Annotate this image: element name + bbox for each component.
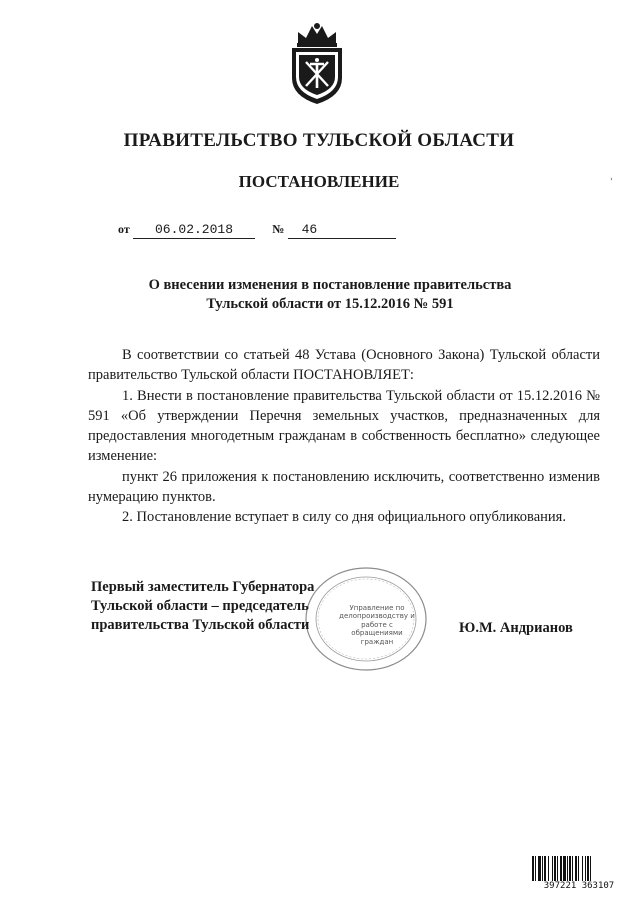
signatory-title-line-1: Первый заместитель Губернатора [91, 579, 315, 595]
coat-of-arms-emblem [286, 22, 348, 106]
document-type-title: ПОСТАНОВЛЕНИЕ [238, 172, 400, 191]
signatory-title-line-2: Тульской области – председатель [91, 598, 309, 614]
signatory-title-line-3: правительства Тульской области [91, 617, 310, 633]
document-number: 46 [288, 222, 396, 239]
body-paragraph-preamble: В соответствии со статьей 48 Устава (Основного Закона) Тульской области правительство Тульской области ПОСТАНОВЛЯЕТ: [88, 347, 600, 384]
body-paragraph-item-2: 2. Постановление вступает в силу со дня официального опубликования. [122, 509, 566, 526]
body-paragraph-amendment: пункт 26 приложения к постановлению исключить, соответственно изменив нумерацию пунктов. [88, 468, 600, 506]
barcode-number: 397221 363107 [531, 881, 627, 891]
document-meta [118, 221, 396, 239]
margin-mark: - [605, 177, 616, 181]
document-body [88, 345, 600, 528]
document-date: 06.02.2018 [133, 222, 255, 239]
body-paragraph-item-1: 1. Внести в постановление правительства Тульской области от 15.12.2016 № 591 «Об утверждении Перечня земельных участков, предназначенных для предоставления многодетным гражданам в собственность бесплатно» следующее изменение: [88, 387, 600, 465]
signatory-title [91, 578, 314, 635]
government-title: ПРАВИТЕЛЬСТВО ТУЛЬСКОЙ ОБЛАСТИ [123, 130, 515, 151]
signatory-name: Ю.М. Андрианов [459, 620, 573, 636]
subject-line-1: О внесении изменения в постановление правительства [148, 277, 512, 293]
subject-line-2: Тульской области от 15.12.2016 № 591 [206, 296, 454, 312]
number-label: № [272, 222, 285, 236]
document-subject [100, 276, 560, 314]
date-label: от [118, 222, 130, 236]
stamp-inner-text: Управление по делопроизводству и работе с обращениями граждан [339, 604, 415, 646]
